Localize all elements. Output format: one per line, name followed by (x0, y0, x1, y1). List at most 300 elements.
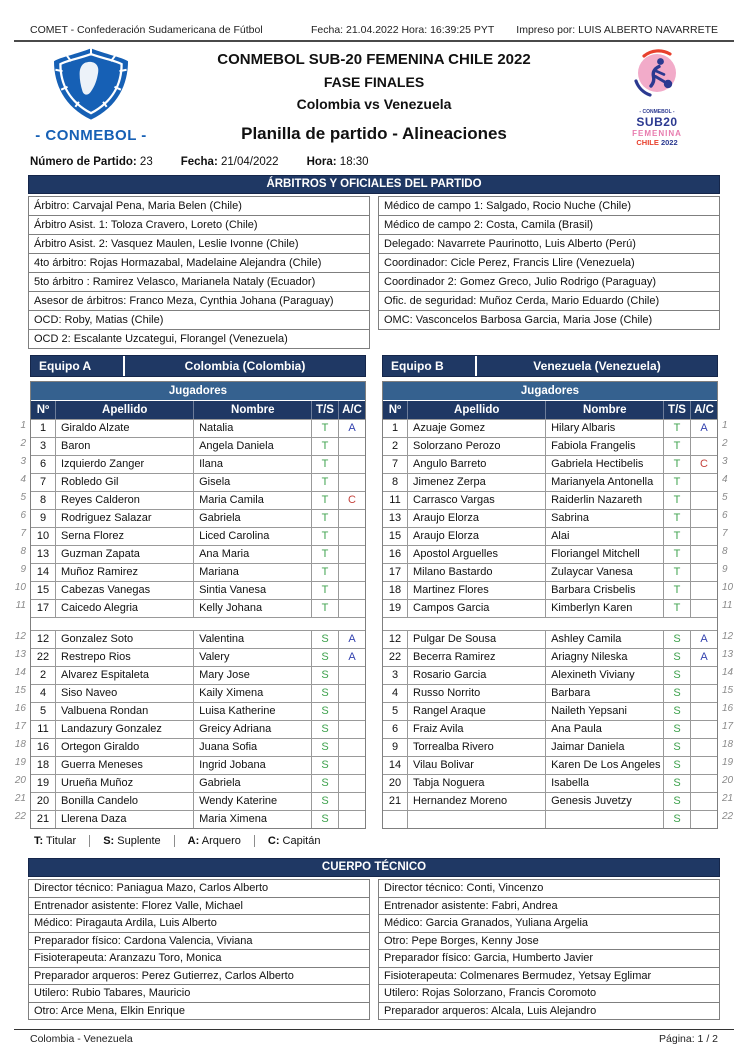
team-a-column-headers (31, 401, 365, 419)
player-number: 20 (383, 775, 408, 792)
team-b-header (382, 355, 718, 377)
player-lastname: Araujo Elorza (408, 510, 546, 527)
player-role: C (348, 494, 356, 506)
player-role (339, 667, 365, 684)
player-lastname: Reyes Calderon (56, 492, 194, 509)
player-firstname: Alexineth Viviany (546, 667, 664, 684)
player-lastname: Martinez Flores (408, 582, 546, 599)
player-role (691, 775, 717, 792)
col-lastname: Apellido (408, 401, 546, 419)
row-index: 17 (14, 721, 26, 732)
player-row (383, 666, 717, 684)
player-lastname: Alvarez Espitaleta (56, 667, 194, 684)
player-firstname: Marianyela Antonella (546, 474, 664, 491)
team-a-panel (14, 355, 366, 849)
official-row: Árbitro: Carvajal Pena, Maria Belen (Chile) (28, 196, 370, 216)
player-role: C (700, 458, 708, 470)
player-status: T (664, 528, 691, 545)
player-firstname: Jaimar Daniela (546, 739, 664, 756)
player-status: S (312, 793, 339, 810)
player-firstname: Wendy Katerine (194, 793, 312, 810)
player-row (383, 756, 717, 774)
row-index: 15 (722, 685, 734, 696)
player-number: 19 (383, 600, 408, 617)
player-lastname: Solorzano Perozo (408, 438, 546, 455)
player-role: A (348, 633, 356, 645)
player-status: T (312, 456, 339, 473)
player-firstname: Raiderlin Nazareth (546, 492, 664, 509)
match-info-bar (30, 156, 718, 168)
player-firstname: Natalia (194, 420, 312, 437)
player-row (31, 563, 365, 581)
match-titles (152, 47, 596, 144)
player-row (31, 702, 365, 720)
player-row (31, 581, 365, 599)
player-role (691, 703, 717, 720)
player-number: 4 (31, 685, 56, 702)
logo-chile2022-text: CHILE 2022 (636, 138, 678, 147)
player-status: T (664, 456, 691, 473)
staff-row: Preparador físico: Garcia, Humberto Javier (378, 950, 720, 968)
player-number: 15 (31, 582, 56, 599)
player-row (383, 527, 717, 545)
row-index: 16 (14, 703, 26, 714)
player-number: 10 (31, 528, 56, 545)
col-lastname: Apellido (56, 401, 194, 419)
player-status: T (312, 474, 339, 491)
page (0, 24, 748, 1047)
player-firstname: Valentina (194, 631, 312, 648)
player-status: T (664, 438, 691, 455)
player-row (383, 648, 717, 666)
player-status: S (312, 649, 339, 666)
row-index: 4 (722, 474, 728, 485)
logo-conmebol-text: - CONMEBOL - (639, 109, 675, 115)
player-status: T (664, 600, 691, 617)
player-lastname: Ortegon Giraldo (56, 739, 194, 756)
player-lastname: Pulgar De Sousa (408, 631, 546, 648)
player-firstname: Mariana (194, 564, 312, 581)
player-role: A (348, 651, 356, 663)
player-row (383, 473, 717, 491)
legend-item (89, 835, 173, 847)
player-firstname: Ashley Camila (546, 631, 664, 648)
player-status: S (664, 685, 691, 702)
footer-rule (14, 1029, 734, 1030)
player-role (339, 528, 365, 545)
row-index: 9 (20, 564, 26, 575)
teams-section (14, 355, 734, 849)
player-number: 22 (383, 649, 408, 666)
document-title: Planilla de partido - Alineaciones (241, 124, 507, 143)
player-firstname: Angela Daniela (194, 438, 312, 455)
staff-row: Otro: Arce Mena, Elkin Enrique (28, 1003, 370, 1021)
official-row: Asesor de árbitros: Franco Meza, Cynthia Johana (Paraguay) (28, 292, 370, 311)
player-number: 21 (31, 811, 56, 828)
player-firstname: Ingrid Jobana (194, 757, 312, 774)
player-role: A (348, 422, 356, 434)
player-lastname: Caicedo Alegria (56, 600, 194, 617)
row-index: 21 (14, 793, 26, 804)
staff-row: Director técnico: Conti, Vincenzo (378, 879, 720, 898)
player-lastname: Llerena Daza (56, 811, 194, 828)
player-lastname: Cabezas Vanegas (56, 582, 194, 599)
player-row (31, 545, 365, 563)
player-number: 1 (383, 420, 408, 437)
tournament-title: CONMEBOL SUB-20 FEMENINA CHILE 2022 (217, 51, 531, 68)
col-role: A/C (342, 404, 362, 416)
player-number: 16 (383, 546, 408, 563)
player-firstname: Floriangel Mitchell (546, 546, 664, 563)
player-firstname: Luisa Katherine (194, 703, 312, 720)
official-row: OCD 2: Escalante Uzcategui, Florangel (Venezuela) (28, 330, 370, 349)
player-role (339, 582, 365, 599)
player-firstname: Kimberlyn Karen (546, 600, 664, 617)
row-index: 5 (722, 492, 728, 503)
player-firstname (546, 811, 664, 828)
player-lastname: Fraiz Avila (408, 721, 546, 738)
player-row (31, 720, 365, 738)
row-index: 14 (14, 667, 26, 678)
player-number: 7 (31, 474, 56, 491)
staff-section-title: CUERPO TÉCNICO (28, 858, 720, 877)
official-row: Ofic. de seguridad: Muñoz Cerda, Mario Eduardo (Chile) (378, 292, 720, 311)
legend-key: C: (267, 835, 280, 847)
player-role (691, 793, 717, 810)
player-row (31, 810, 365, 828)
row-index: 11 (15, 600, 26, 611)
player-number: 8 (383, 474, 408, 491)
player-number: 16 (31, 739, 56, 756)
player-status: S (664, 721, 691, 738)
player-number: 14 (31, 564, 56, 581)
player-role (691, 438, 717, 455)
player-status: T (312, 600, 339, 617)
player-status: T (312, 510, 339, 527)
player-row (31, 684, 365, 702)
player-number: 2 (383, 438, 408, 455)
legend-label: Suplente (114, 835, 161, 847)
row-index: 6 (20, 510, 26, 521)
col-status: T/S (664, 401, 691, 419)
player-firstname: Karen De Los Angeles (546, 757, 664, 774)
player-number: 11 (31, 721, 56, 738)
staff-row: Entrenador asistente: Fabri, Andrea (378, 898, 720, 916)
status-legend (30, 833, 366, 849)
player-role (691, 739, 717, 756)
player-row (31, 648, 365, 666)
player-lastname: Araujo Elorza (408, 528, 546, 545)
player-number: 3 (383, 667, 408, 684)
document-header (30, 47, 718, 147)
player-row (383, 720, 717, 738)
player-status: T (312, 492, 339, 509)
top-meta-bar (14, 24, 734, 42)
staff-row: Fisioterapeuta: Aranzazu Toro, Monica (28, 950, 370, 968)
player-status: T (312, 582, 339, 599)
player-row (31, 527, 365, 545)
player-status: T (312, 438, 339, 455)
staff-row: Fisioterapeuta: Colmenares Bermudez, Yetsay Eglimar (378, 968, 720, 986)
player-role (691, 582, 717, 599)
player-role (691, 757, 717, 774)
player-firstname: Isabella (546, 775, 664, 792)
official-row: Coordinador 2: Gomez Greco, Julio Rodrigo (Paraguay) (378, 273, 720, 292)
player-row (383, 419, 717, 437)
player-lastname: Landazury Gonzalez (56, 721, 194, 738)
player-status: S (312, 721, 339, 738)
player-role (339, 546, 365, 563)
legend-item (30, 835, 89, 847)
player-firstname: Ariagny Nileska (546, 649, 664, 666)
player-row (31, 473, 365, 491)
row-index-gap (722, 615, 739, 628)
official-row: Árbitro Asist. 2: Vasquez Maulen, Leslie Ivonne (Chile) (28, 235, 370, 254)
player-number: 20 (31, 793, 56, 810)
player-lastname: Vilau Bolivar (408, 757, 546, 774)
player-row (383, 792, 717, 810)
player-firstname: Valery (194, 649, 312, 666)
row-index: 18 (722, 739, 734, 750)
legend-label: Arquero (199, 835, 241, 847)
footer-fixture: Colombia - Venezuela (30, 1033, 133, 1045)
player-firstname: Barbara Crisbelis (546, 582, 664, 599)
official-row: Delegado: Navarrete Paurinotto, Luis Alberto (Perú) (378, 235, 720, 254)
sub20-femenina-icon (626, 47, 688, 103)
player-role (691, 600, 717, 617)
player-status: T (664, 564, 691, 581)
player-role (339, 739, 365, 756)
player-lastname: Izquierdo Zanger (56, 456, 194, 473)
player-number: 18 (31, 757, 56, 774)
player-number: 19 (31, 775, 56, 792)
player-role (691, 564, 717, 581)
row-index: 5 (20, 492, 26, 503)
player-status: S (664, 811, 691, 828)
player-lastname: Rodriguez Salazar (56, 510, 194, 527)
player-lastname: Campos Garcia (408, 600, 546, 617)
legend-key: A: (187, 835, 200, 847)
legend-key: S: (103, 835, 115, 847)
legend-item (254, 835, 334, 847)
row-index: 20 (14, 775, 26, 786)
app-title: COMET - Confederación Sudamericana de Fútbol (30, 24, 263, 36)
player-number: 13 (383, 510, 408, 527)
player-role (691, 474, 717, 491)
player-lastname: Bonilla Candelo (56, 793, 194, 810)
player-status: S (312, 703, 339, 720)
player-number: 7 (383, 456, 408, 473)
player-firstname: Ana Paula (546, 721, 664, 738)
row-index: 22 (14, 811, 26, 822)
player-firstname: Gisela (194, 474, 312, 491)
row-index: 13 (14, 649, 26, 660)
player-lastname: Jimenez Zerpa (408, 474, 546, 491)
row-index: 2 (722, 438, 728, 449)
row-index: 13 (722, 649, 734, 660)
player-number: 2 (31, 667, 56, 684)
player-row (383, 630, 717, 648)
player-number: 12 (383, 631, 408, 648)
player-role (339, 510, 365, 527)
player-number: 17 (383, 564, 408, 581)
staff-left-column (28, 879, 370, 1020)
officials-right-column (378, 196, 720, 330)
player-status: S (312, 775, 339, 792)
team-a-row-index-gutter (9, 355, 29, 826)
player-firstname: Genesis Juvetzy (546, 793, 664, 810)
player-number: 21 (383, 793, 408, 810)
player-role (691, 811, 717, 828)
row-index: 7 (20, 528, 26, 539)
player-row (31, 756, 365, 774)
player-row (31, 599, 365, 617)
player-role (339, 474, 365, 491)
legend-item (174, 835, 254, 847)
player-role (339, 757, 365, 774)
player-number: 5 (383, 703, 408, 720)
staff-row: Preparador arqueros: Alcala, Luis Alejandro (378, 1003, 720, 1021)
player-role (691, 685, 717, 702)
player-firstname: Kelly Johana (194, 600, 312, 617)
player-role: A (700, 651, 708, 663)
official-row: 4to árbitro: Rojas Hormazabal, Madelaine Alejandra (Chile) (28, 254, 370, 273)
player-role (339, 793, 365, 810)
officials-columns (28, 196, 720, 349)
player-role (339, 456, 365, 473)
players-gap-row (383, 617, 717, 630)
player-firstname: Maria Camila (194, 492, 312, 509)
player-status: S (664, 793, 691, 810)
player-status: S (312, 685, 339, 702)
player-lastname: Gonzalez Soto (56, 631, 194, 648)
team-a-players-title: Jugadores (31, 382, 365, 401)
match-number: Número de Partido: 23 (30, 156, 153, 168)
row-index-gap (9, 615, 26, 628)
player-lastname (408, 811, 546, 828)
phase-title: FASE FINALES (323, 74, 425, 90)
staff-right-column (378, 879, 720, 1020)
row-index: 2 (20, 438, 26, 449)
row-index: 19 (722, 757, 734, 768)
team-b-players-table (382, 381, 718, 829)
player-row (383, 599, 717, 617)
player-row (31, 437, 365, 455)
team-a-name: Colombia (Colombia) (184, 359, 306, 373)
officials-left-column (28, 196, 370, 349)
player-number: 11 (383, 492, 408, 509)
player-number: 6 (383, 721, 408, 738)
player-status: T (664, 510, 691, 527)
player-number (383, 811, 408, 828)
player-number: 3 (31, 438, 56, 455)
row-index: 10 (722, 582, 734, 593)
player-firstname: Greicy Adriana (194, 721, 312, 738)
conmebol-shield-icon (48, 47, 134, 121)
col-firstname: Nombre (194, 401, 312, 419)
team-a-label: Equipo A (31, 356, 125, 376)
player-row (31, 738, 365, 756)
player-firstname: Juana Sofia (194, 739, 312, 756)
player-lastname: Tabja Noguera (408, 775, 546, 792)
fixture-title: Colombia vs Venezuela (296, 96, 452, 112)
official-row: Coordinador: Cicle Perez, Francis Llire (Venezuela) (378, 254, 720, 273)
printed-by: Impreso por: LUIS ALBERTO NAVARRETE (516, 24, 718, 36)
player-lastname: Becerra Ramirez (408, 649, 546, 666)
player-status: S (312, 811, 339, 828)
row-index: 14 (722, 667, 734, 678)
row-index: 10 (14, 582, 26, 593)
row-index: 3 (722, 456, 728, 467)
player-row (31, 666, 365, 684)
player-lastname: Siso Naveo (56, 685, 194, 702)
player-role (339, 811, 365, 828)
player-firstname: Maria Ximena (194, 811, 312, 828)
staff-row: Otro: Pepe Borges, Kenny Jose (378, 933, 720, 951)
row-index: 21 (722, 793, 734, 804)
player-role (339, 775, 365, 792)
player-row (383, 545, 717, 563)
logo-sub20-text: SUB20 (636, 115, 678, 129)
player-lastname: Guerra Meneses (56, 757, 194, 774)
player-status: T (312, 546, 339, 563)
row-index: 4 (20, 474, 26, 485)
player-status: T (664, 492, 691, 509)
player-role (691, 667, 717, 684)
player-row (31, 491, 365, 509)
row-index: 18 (14, 739, 26, 750)
match-date: Fecha: 21/04/2022 (180, 156, 279, 168)
player-role (339, 721, 365, 738)
player-role (691, 528, 717, 545)
official-row: Árbitro Asist. 1: Toloza Cravero, Loreto (Chile) (28, 216, 370, 235)
sub20-femenina-logo (596, 47, 718, 147)
conmebol-wordmark: - CONMEBOL - (35, 127, 147, 144)
row-index: 16 (722, 703, 734, 714)
player-status: T (312, 528, 339, 545)
player-lastname: Carrasco Vargas (408, 492, 546, 509)
match-time: Hora: 18:30 (306, 156, 369, 168)
player-lastname: Muñoz Ramirez (56, 564, 194, 581)
player-row (31, 792, 365, 810)
player-lastname: Rangel Araque (408, 703, 546, 720)
row-index: 3 (20, 456, 26, 467)
player-status: S (664, 667, 691, 684)
legend-label: Capitán (279, 835, 321, 847)
player-lastname: Robledo Gil (56, 474, 194, 491)
team-a-rows (31, 419, 365, 828)
player-firstname: Gabriela Hectibelis (546, 456, 664, 473)
logo-femenina-text: FEMENINA (632, 129, 682, 138)
player-lastname: Angulo Barreto (408, 456, 546, 473)
player-status: T (664, 582, 691, 599)
row-index: 12 (722, 631, 734, 642)
player-number: 5 (31, 703, 56, 720)
player-firstname: Ilana (194, 456, 312, 473)
player-lastname: Guzman Zapata (56, 546, 194, 563)
row-index: 8 (722, 546, 728, 557)
player-row (31, 509, 365, 527)
col-number: Nº (383, 401, 408, 419)
player-lastname: Russo Norrito (408, 685, 546, 702)
player-lastname: Urueña Muñoz (56, 775, 194, 792)
row-index: 9 (722, 564, 728, 575)
player-row (383, 581, 717, 599)
row-index: 12 (14, 631, 26, 642)
player-status: T (312, 564, 339, 581)
player-role (339, 564, 365, 581)
player-number: 1 (31, 420, 56, 437)
